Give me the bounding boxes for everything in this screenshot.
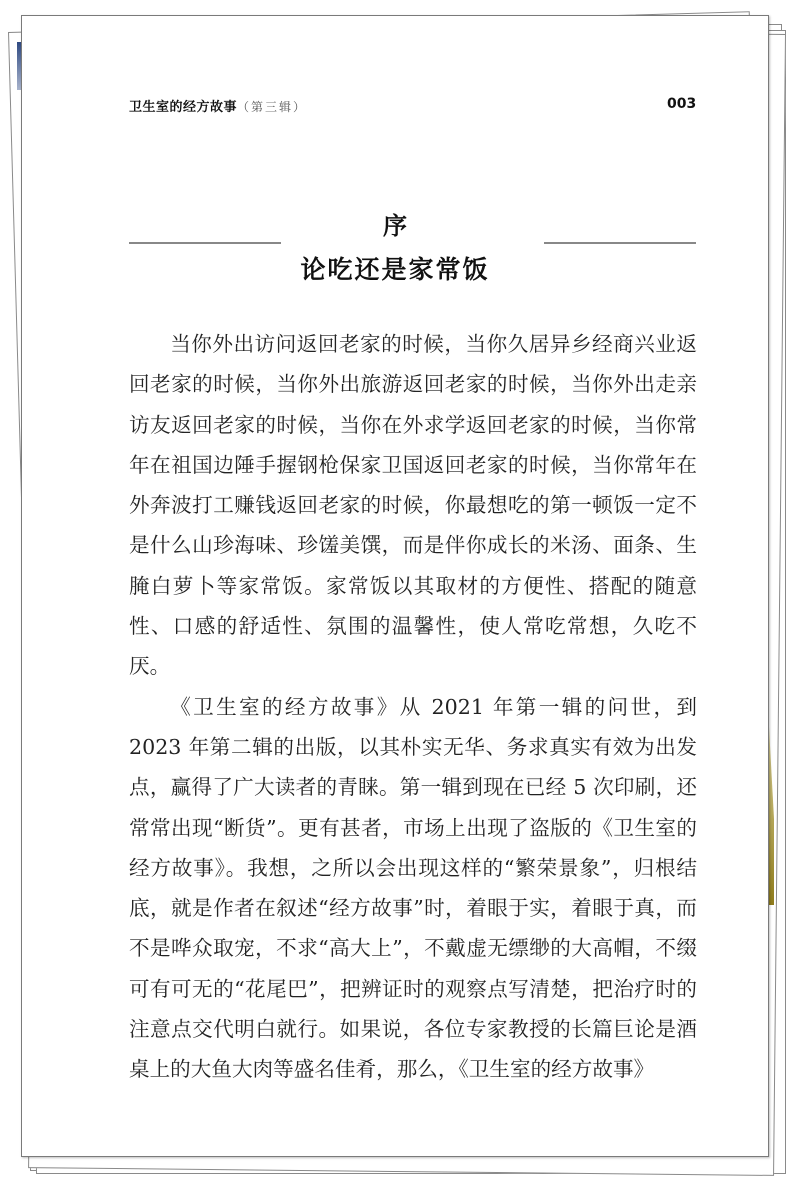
- book-page: [21, 15, 769, 1157]
- section-subtitle: 论吃还是家常饭: [300, 255, 490, 284]
- running-head: [129, 96, 307, 115]
- body-text: [129, 324, 697, 1090]
- running-head-title: 卫生室的经方故事: [129, 100, 238, 115]
- title-rule-right: [544, 242, 696, 244]
- paragraph: 当你外出访问返回老家的时候，当你久居异乡经商兴业返回老家的时候，当你外出旅游返回老家的时候，当你外出走亲访友返回老家的时候，当你在外求学返回老家的时候，当你常年在祖国边陲手握钢枪保家卫国返回老家的时候，当你常年在外奔波打工赚钱返回老家的时候，你最想吃的第一顿饭一定不是什么山珍海味、珍馐美馔，而是伴你成长的米汤、面条、生腌白萝卜等家常饭。家常饭以其取材的方便性、搭配的随意性、口感的舒适性、氛围的温馨性，使人常吃常想，久吃不厌。: [129, 332, 697, 679]
- paragraph: 《卫生室的经方故事》从 2021 年第一辑的问世，到 2023 年第二辑的出版，以其朴实无华、务求真实有效为出发点，赢得了广大读者的青睐。第一辑到现在已经 5 次印刷，还常常出现“断货”。更有甚者，市场上出现了盗版的《卫生室的经方故事》。我想，之所以会出现这样的“繁荣景象”，归根结底，就是作者在叙述“经方故事”时，着眼于实，着眼于真，而不是哗众取宠，不求“高大上”，不戴虚无缥缈的大高帽，不缀可有可无的“花尾巴”，把辨证时的观察点写清楚，把治疗时的注意点交代明白就行。如果说，各位专家教授的长篇巨论是酒桌上的大鱼大肉等盛名佳肴，那么，《卫生室的经方故事》: [129, 694, 697, 1082]
- page-number: 003: [667, 96, 697, 112]
- chapter-mark: 序: [383, 212, 407, 240]
- title-rule-left: [129, 242, 281, 244]
- running-head-volume: （第三辑）: [237, 100, 308, 114]
